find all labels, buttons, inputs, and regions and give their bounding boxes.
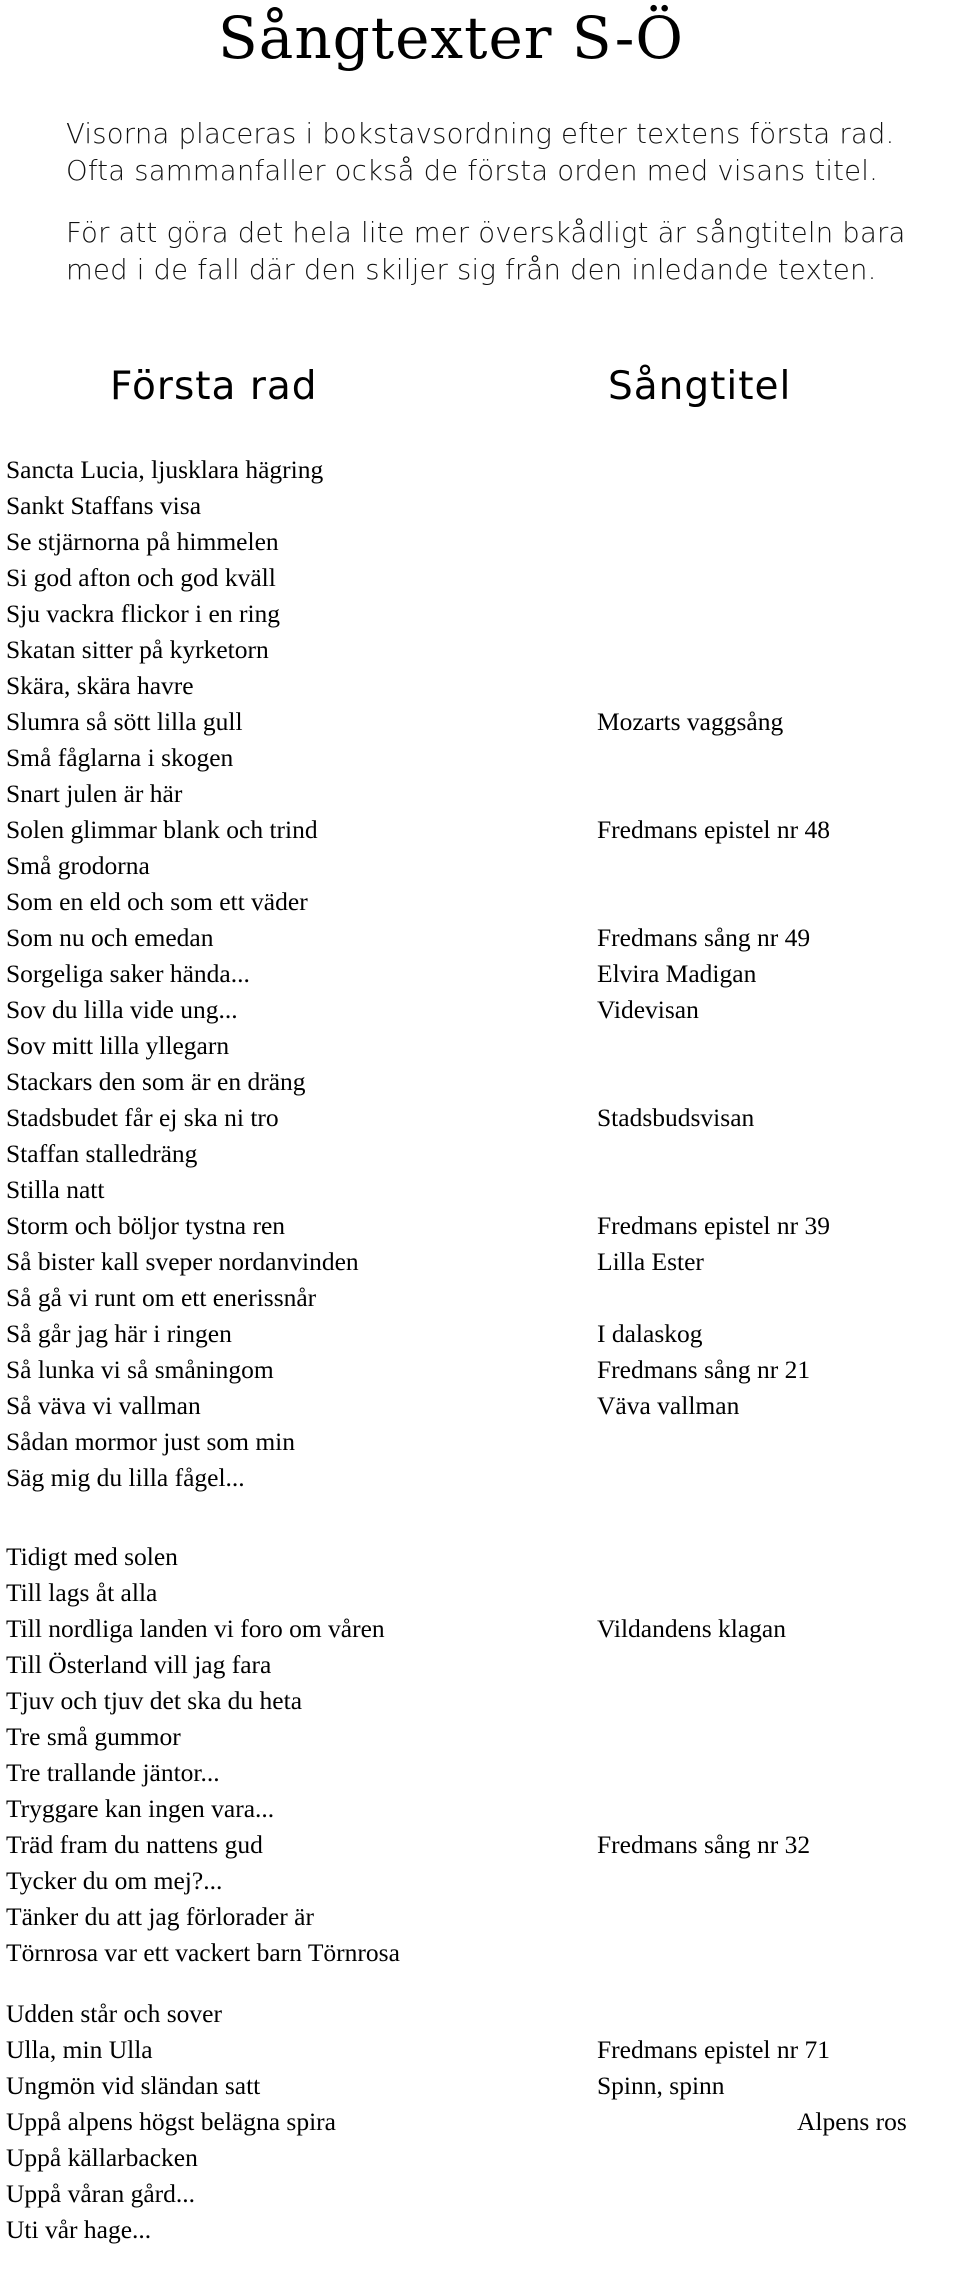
song-row: [0, 597, 960, 631]
song-row: [0, 453, 960, 487]
song-first-line: Sankt Staffans visa: [6, 491, 202, 520]
song-row: [0, 1029, 960, 1063]
song-first-line: Tre trallande jäntor...: [6, 1758, 220, 1787]
song-row: [0, 633, 960, 667]
song-first-line: Sov mitt lilla yllegarn: [6, 1031, 230, 1060]
song-title: Fredmans sång nr 49: [597, 923, 811, 952]
song-row: [0, 1792, 960, 1826]
intro-line: Ofta sammanfaller också de första orden med visans titel.: [66, 154, 879, 187]
song-first-line: Uppå våran gård...: [6, 2179, 196, 2208]
song-title: Fredmans epistel nr 48: [597, 815, 830, 844]
song-title: Alpens ros: [797, 2107, 907, 2136]
song-first-line: Si god afton och god kväll: [6, 563, 276, 592]
song-row: [0, 1425, 960, 1459]
song-row: [0, 1756, 960, 1790]
song-row: [0, 1576, 960, 1610]
song-first-line: Stackars den som är en dräng: [6, 1067, 306, 1096]
song-first-line: Till Österland vill jag fara: [6, 1650, 272, 1679]
song-first-line: Ulla, min Ulla: [6, 2035, 153, 2064]
song-title: Stadsbudsvisan: [597, 1103, 755, 1132]
song-first-line: Sådan mormor just som min: [6, 1427, 295, 1456]
song-row: [0, 1684, 960, 1718]
song-row: [0, 1245, 960, 1279]
column-header-song-title: Sångtitel: [608, 364, 792, 409]
song-row: [0, 1353, 960, 1387]
song-first-line: Sancta Lucia, ljusklara hägring: [6, 455, 324, 484]
song-first-line: Säg mig du lilla fågel...: [6, 1463, 245, 1492]
song-first-line: Tänker du att jag förlorader är: [6, 1902, 314, 1931]
intro-line: Visorna placeras i bokstavsordning efter textens första rad.: [66, 118, 895, 150]
page-title: Sångtexter S-Ö: [218, 4, 684, 72]
song-row: [0, 705, 960, 739]
song-row: [0, 561, 960, 595]
song-row: [0, 1648, 960, 1682]
song-title: Videvisan: [597, 995, 699, 1024]
song-first-line: Tre små gummor: [6, 1722, 181, 1751]
song-title: Elvira Madigan: [597, 959, 757, 988]
song-first-line: Uppå källarbacken: [6, 2143, 198, 2172]
song-first-line: Uti vår hage...: [6, 2215, 152, 2244]
song-row: [0, 1461, 960, 1495]
song-first-line: Sju vackra flickor i en ring: [6, 599, 281, 628]
song-first-line: Små grodorna: [6, 851, 150, 880]
song-row: [0, 1173, 960, 1207]
song-row: [0, 1720, 960, 1754]
song-row: [0, 1900, 960, 1934]
song-first-line: Till nordliga landen vi foro om våren: [6, 1614, 385, 1643]
song-first-line: Snart julen är här: [6, 779, 183, 808]
song-row: [0, 1828, 960, 1862]
song-first-line: Uppå alpens högst belägna spira: [6, 2107, 336, 2136]
song-row: [0, 489, 960, 523]
song-first-line: Som nu och emedan: [6, 923, 214, 952]
intro-line: med i de fall där den skiljer sig från den inledande texten.: [66, 253, 877, 286]
intro-line: För att göra det hela lite mer överskådligt är sångtiteln bara: [66, 217, 906, 249]
song-first-line: Som en eld och som ett väder: [6, 887, 308, 916]
song-first-line: Så väva vi vallman: [6, 1391, 201, 1420]
song-first-line: Solen glimmar blank och trind: [6, 815, 318, 844]
song-row: [0, 777, 960, 811]
song-row: [0, 1281, 960, 1315]
song-first-line: Sorgeliga saker hända...: [6, 959, 250, 988]
song-title: Fredmans epistel nr 39: [597, 1211, 830, 1240]
song-row: [0, 2069, 960, 2103]
song-row: [0, 1065, 960, 1099]
song-row: [0, 957, 960, 991]
song-first-line: Stadsbudet får ej ska ni tro: [6, 1103, 279, 1132]
song-title: Vildandens klagan: [597, 1614, 786, 1643]
song-row: [0, 669, 960, 703]
song-row: [0, 1936, 960, 1970]
song-first-line: Träd fram du nattens gud: [6, 1830, 263, 1859]
song-row: [0, 2213, 960, 2247]
song-first-line: Udden står och sover: [6, 1999, 222, 2028]
song-first-line: Så lunka vi så småningom: [6, 1355, 274, 1384]
song-row: [0, 885, 960, 919]
song-title: Mozarts vaggsång: [597, 707, 784, 736]
song-row: [0, 2033, 960, 2067]
song-first-line: Tryggare kan ingen vara...: [6, 1794, 275, 1823]
song-first-line: Tjuv och tjuv det ska du heta: [6, 1686, 303, 1715]
song-first-line: Ungmön vid sländan satt: [6, 2071, 261, 2100]
song-title: Fredmans sång nr 21: [597, 1355, 811, 1384]
song-first-line: Så gå vi runt om ett enerissnår: [6, 1283, 317, 1312]
song-row: [0, 1997, 960, 2031]
song-first-line: Slumra så sött lilla gull: [6, 707, 243, 736]
song-first-line: Skatan sitter på kyrketorn: [6, 635, 269, 664]
song-row: [0, 993, 960, 1027]
song-row: [0, 2105, 960, 2139]
song-row: [0, 1101, 960, 1135]
song-row: [0, 1317, 960, 1351]
song-first-line: Små fåglarna i skogen: [6, 743, 234, 772]
song-first-line: Till lags åt alla: [6, 1578, 158, 1607]
song-title: Fredmans epistel nr 71: [597, 2035, 830, 2064]
song-title: Väva vallman: [597, 1391, 740, 1420]
song-first-line: Tidigt med solen: [6, 1542, 178, 1571]
song-row: [0, 1209, 960, 1243]
song-row: [0, 2177, 960, 2211]
song-row: [0, 1137, 960, 1171]
song-first-line: Tycker du om mej?...: [6, 1866, 223, 1895]
song-row: [0, 741, 960, 775]
song-first-line: Storm och böljor tystna ren: [6, 1211, 286, 1240]
song-first-line: Törnrosa var ett vackert barn Törnrosa: [6, 1938, 400, 1967]
song-row: [0, 525, 960, 559]
song-first-line: Sov du lilla vide ung...: [6, 995, 238, 1024]
song-row: [0, 849, 960, 883]
song-title: I dalaskog: [597, 1319, 703, 1348]
song-row: [0, 1389, 960, 1423]
song-row: [0, 2141, 960, 2175]
song-first-line: Staffan stalledräng: [6, 1139, 198, 1168]
song-first-line: Så bister kall sveper nordanvinden: [6, 1247, 359, 1276]
song-row: [0, 1864, 960, 1898]
song-first-line: Så går jag här i ringen: [6, 1319, 232, 1348]
song-first-line: Stilla natt: [6, 1175, 105, 1204]
song-title: Lilla Ester: [597, 1247, 704, 1276]
song-title: Spinn, spinn: [597, 2071, 725, 2100]
intro-text: [66, 116, 946, 288]
song-row: [0, 921, 960, 955]
song-first-line: Se stjärnorna på himmelen: [6, 527, 279, 556]
song-row: [0, 1540, 960, 1574]
column-header-first-line: Första rad: [110, 364, 318, 409]
song-first-line: Skära, skära havre: [6, 671, 194, 700]
song-row: [0, 813, 960, 847]
song-title: Fredmans sång nr 32: [597, 1830, 811, 1859]
song-row: [0, 1612, 960, 1646]
